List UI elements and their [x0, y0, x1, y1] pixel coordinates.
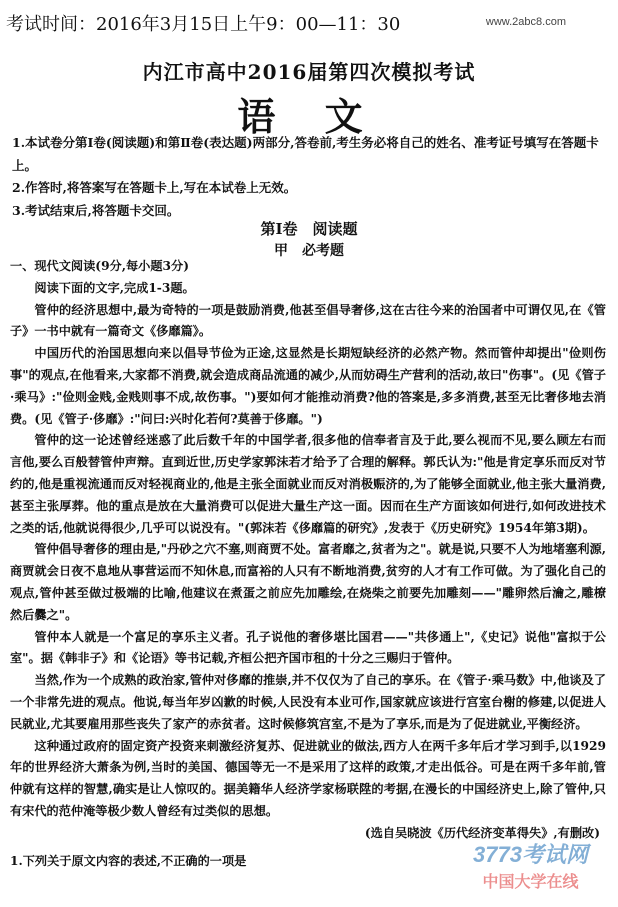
reading-passage [10, 256, 606, 872]
paragraph: 阅读下面的文字,完成1-3题。 [34, 280, 195, 295]
section-heading: 一、现代文阅读(9分,每小题3分) [10, 259, 189, 273]
watermark-logo [473, 838, 588, 892]
notice-2: 2.作答时,将答案写在答题卡上,写在本试卷上无效。 [12, 180, 297, 195]
part1-title: 第Ⅰ卷 阅读题 [260, 220, 358, 238]
exam-title: 内江市高中2016届第四次模拟考试 [142, 60, 476, 84]
exam-time-text: 考试时间：2016年3月15日上午9：00—11：30 [6, 14, 401, 34]
question-1: 1.下列关于原文内容的表述,不正确的一项是 [10, 853, 247, 868]
paragraph: 管仲的这一论述曾经迷惑了此后数千年的中国学者,很多他的信奉者言及于此,要么视而不见,要么顾左右而言他,要么百般替管仲声辩。直到近世,历史学家郭沫若才给予了合理的解释。郭氏认为:"他是肯定享乐而反对节约的,他是重视流通而反对轻视商业的,他是主张全面就业而反对消极赈济的,为了能够全面就业,他主张大量消费,甚至主张厚葬。他的重点是放在大量消费可以促进大量生产这一面。因而在生产方面该如何进行,如何改进技术之类的话,他就说得很少,几乎可以说没有。"(郭沫若《侈靡篇的研究》,发表于《历史研究》1954年第3期)。 [10, 433, 606, 535]
subject-title: 语 文 [237, 94, 381, 139]
exam-time-header [6, 10, 612, 34]
watermark-line-2: 中国大学在线 [482, 874, 579, 891]
paragraph: 这种通过政府的固定资产投资来刺激经济复苏、促进就业的做法,西方人在两千多年后才学习到手,以1929年的世界经济大萧条为例,当时的美国、德国等无一不是采用了这样的政策,才走出低谷。可是在两千多年前,管仲就有这样的智慧,确实是让人惊叹的。据美籍华人经济学家杨联陞的考据,在漫长的中国经济史上,除了管仲,只有宋代的范仲淹等极少数人曾经有过类似的思想。 [10, 738, 606, 818]
notice-3: 3.考试结束后,将答题卡交回。 [12, 203, 180, 218]
notice-1: 1.本试卷分第Ⅰ卷(阅读题)和第Ⅱ卷(表达题)两部分,答卷前,考生务必将自己的姓名、准考证号填写在答题卡上。 [12, 135, 599, 173]
source-note: (选自吴晓波《历代经济变革得失》,有删改) [364, 825, 600, 840]
paragraph: 中国历代的治国思想向来以倡导节俭为正途,这显然是长期短缺经济的必然产物。然而管仲却提出"俭则伤事"的观点,在他看来,大家都不消费,就会造成商品流通的减少,从而妨碍生产营利的活动,故曰"伤事"。(见《管子·乘马》:"俭则金贱,金贱则事不成,故伤事。")要如何才能推动消费?他的答案是,多多消费,甚至无比奢侈地去消费。(见《管子·侈靡》:"问曰:兴时化若何?莫善于侈靡。") [10, 346, 606, 426]
part1-subtitle: 甲 必考题 [274, 243, 344, 259]
paragraph: 管仲倡导奢侈的理由是,"丹砂之穴不塞,则商贾不处。富者靡之,贫者为之"。就是说,只要不人为地堵塞利源,商贾就会日夜不息地从事营运而不知休息,而富裕的人只有不断地消费,贫穷的人才有工作可做。为了强化自己的观点,管仲甚至做过极端的比喻,他建议在煮蛋之前应先加雕绘,在烧柴之前要先加雕刻——"雕卵然后瀹之,雕橑然后爨之"。 [10, 542, 606, 622]
watermark-line-1: 3773考试网 [473, 842, 588, 867]
paragraph: 管仲的经济思想中,最为奇特的一项是鼓励消费,他甚至倡导奢侈,这在古往今来的治国者中可谓仅见,在《管子》一书中就有一篇奇文《侈靡篇》。 [10, 302, 606, 339]
paragraph: 当然,作为一个成熟的政治家,管仲对侈靡的推崇,并不仅仅为了自己的享乐。在《管子·乘马数》中,他谈及了一个非常先进的观点。他说,每当年岁凶歉的时候,人民没有本业可作,国家就应该进行宫室台榭的修建,以促进人民就业,尤其要雇用那些丧失了家产的赤贫者。这时候修筑宫室,不是为了享乐,而是为了促进就业,平衡经济。 [10, 673, 606, 731]
paragraph: 管仲本人就是一个富足的享乐主义者。孔子说他的奢侈堪比国君——"共侈通上",《史记》说他"富拟于公室"。据《韩非子》和《论语》等书记载,齐桓公把齐国市租的十分之三赐归于管仲。 [10, 629, 606, 666]
site-url[interactable]: www.2abc8.com [485, 16, 566, 28]
